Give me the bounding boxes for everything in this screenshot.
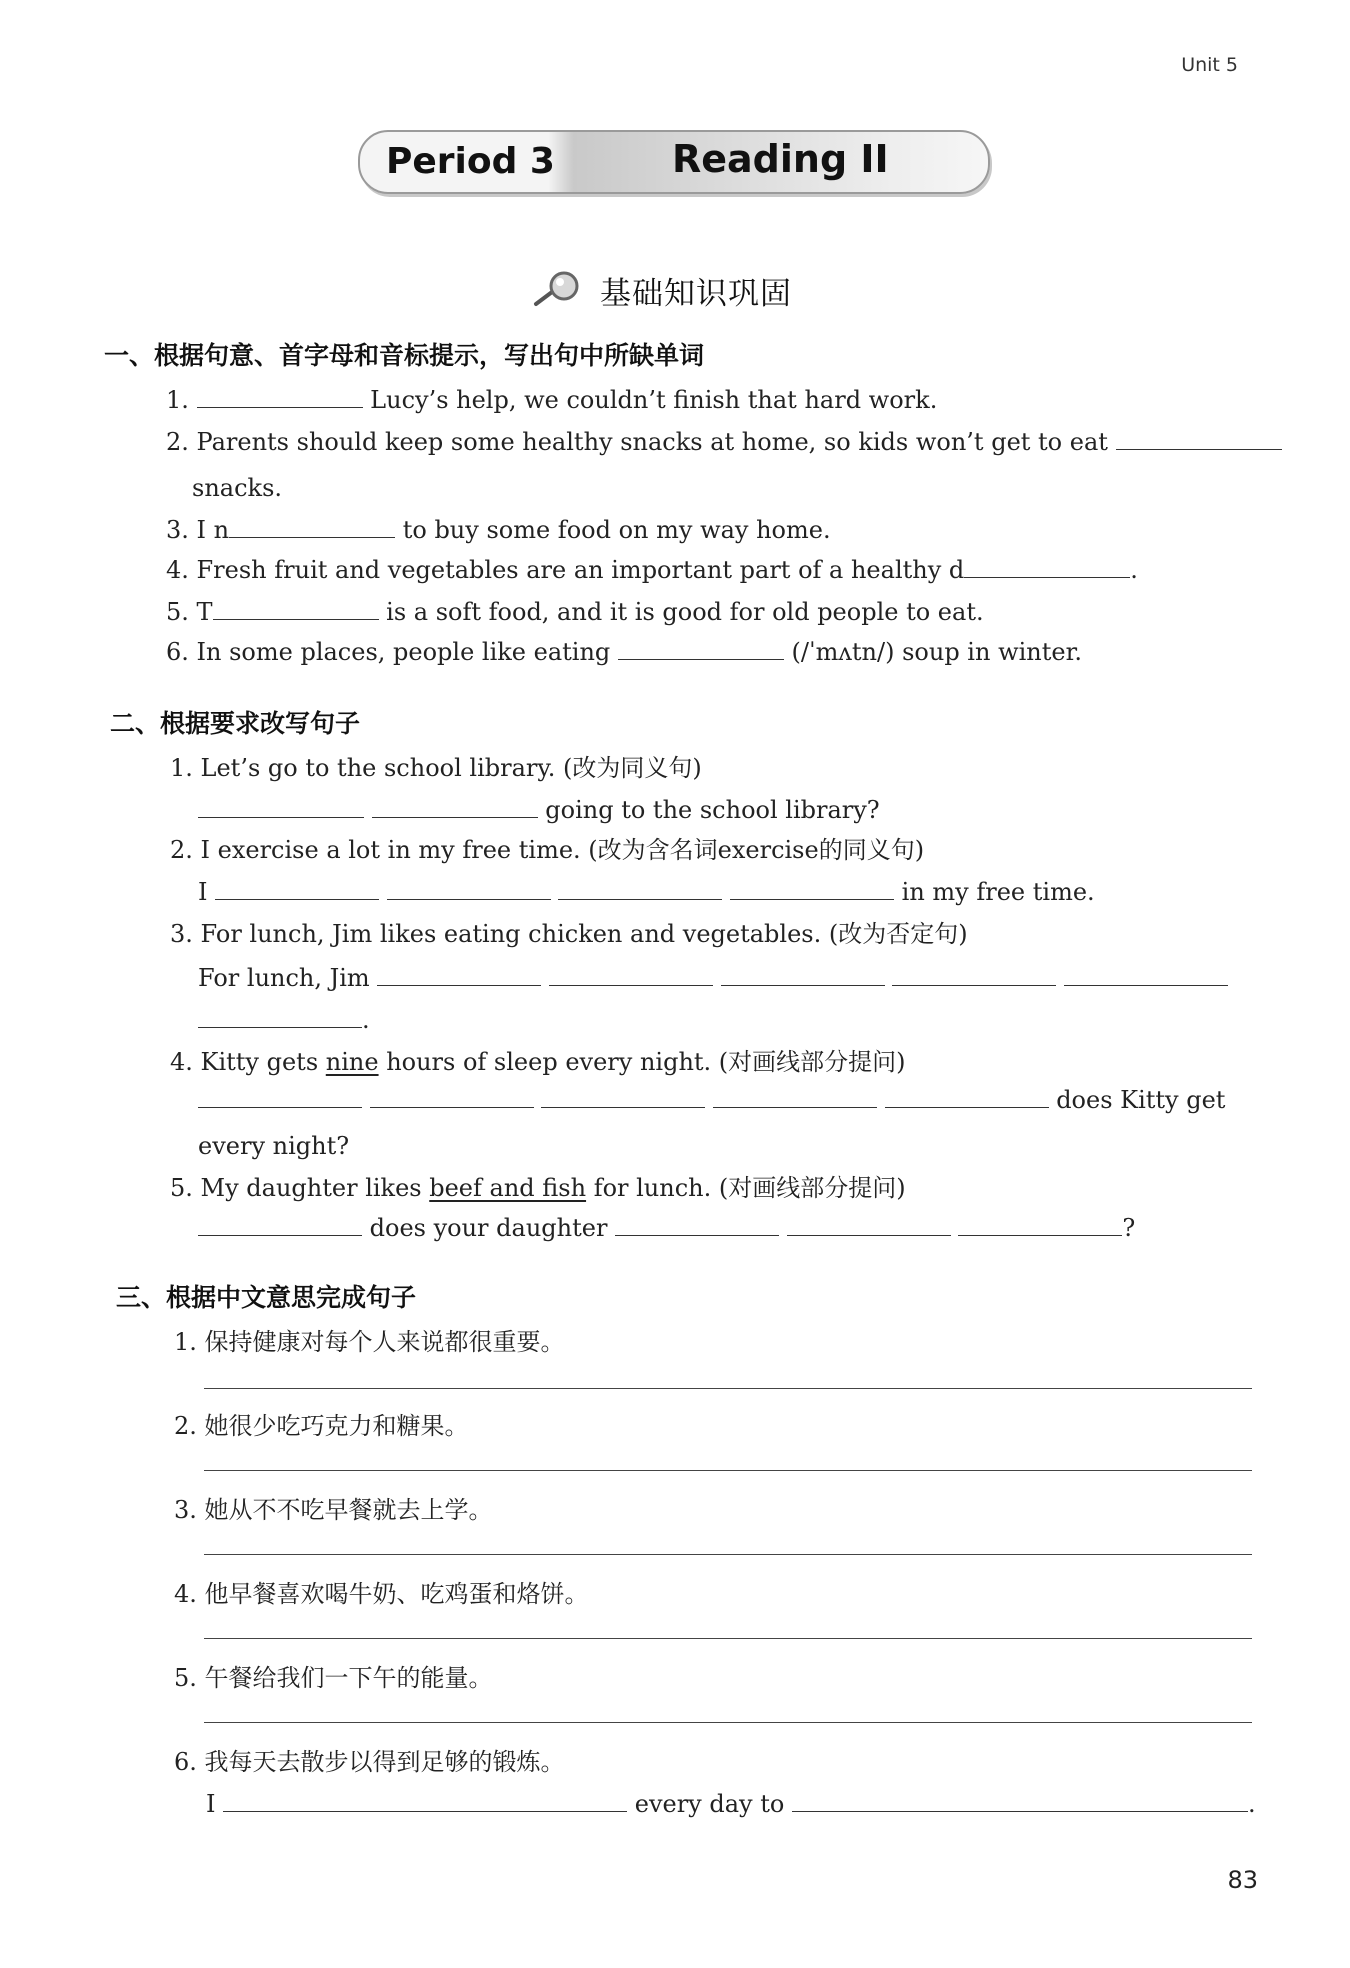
answer-blank[interactable]	[198, 1213, 362, 1236]
answer-blank[interactable]	[370, 1085, 534, 1108]
answer-blank[interactable]	[558, 877, 722, 900]
answer-line[interactable]	[204, 1638, 1252, 1639]
part2-item-3-answer: For lunch, Jim	[198, 962, 1228, 994]
answer-blank[interactable]	[787, 1213, 951, 1236]
answer-blank[interactable]	[198, 795, 364, 818]
answer-line[interactable]	[204, 1388, 1252, 1389]
part2-item-1-answer: going to the school library?	[198, 794, 880, 826]
part2-item-5-question: 5. My daughter likes beef and fish for lunch. (对画线部分提问)	[170, 1174, 906, 1202]
part1-item-1: 1. Lucy’s help, we couldn’t finish that hard work.	[166, 386, 938, 414]
answer-blank[interactable]	[892, 963, 1056, 986]
part1-item-3: 3. I n to buy some food on my way home.	[166, 516, 831, 544]
part2-item-4-answer-cont: every night?	[198, 1132, 350, 1160]
part2-item-2-answer: I in my free time.	[198, 878, 1095, 906]
answer-blank[interactable]	[229, 515, 395, 538]
answer-blank[interactable]	[615, 1213, 779, 1236]
part3-item-5: 5. 午餐给我们一下午的能量。	[174, 1664, 493, 1692]
part3-title: 三、根据中文意思完成句子	[116, 1283, 417, 1312]
answer-blank[interactable]	[885, 1085, 1049, 1108]
section-heading	[532, 268, 792, 312]
part3-item-1: 1. 保持健康对每个人来说都很重要。	[174, 1328, 565, 1356]
answer-blank[interactable]	[372, 795, 538, 818]
part3-item-3: 3. 她从不不吃早餐就去上学。	[174, 1496, 493, 1524]
answer-blank[interactable]	[549, 963, 713, 986]
part2-item-1-question: 1. Let’s go to the school library. (改为同义句)	[170, 754, 702, 782]
part3-item-4: 4. 他早餐喜欢喝牛奶、吃鸡蛋和烙饼。	[174, 1580, 589, 1608]
part2-item-2-question: 2. I exercise a lot in my free time. (改为含名词exercise的同义句)	[170, 836, 925, 864]
part1-item-2: 2. Parents should keep some healthy snacks at home, so kids won’t get to eat	[166, 426, 1282, 458]
answer-blank[interactable]	[721, 963, 885, 986]
unit-label: Unit 5	[1181, 54, 1238, 76]
answer-blank[interactable]	[958, 1213, 1122, 1236]
part2-item-3-question: 3. For lunch, Jim likes eating chicken and vegetables. (改为否定句)	[170, 920, 968, 948]
part1-title: 一、根据句意、首字母和音标提示，写出句中所缺单词	[104, 341, 705, 370]
answer-blank[interactable]	[377, 963, 541, 986]
answer-blank[interactable]	[198, 1005, 362, 1028]
part1-item-4: 4. Fresh fruit and vegetables are an important part of a healthy d .	[166, 556, 1138, 584]
part2-item-3-answer-cont: .	[198, 1004, 370, 1036]
answer-line[interactable]	[204, 1554, 1252, 1555]
part2-item-4-question: 4. Kitty gets nine hours of sleep every night. (对画线部分提问)	[170, 1048, 906, 1076]
answer-blank[interactable]	[1064, 963, 1228, 986]
answer-blank[interactable]	[618, 637, 784, 660]
underlined-part: beef and fish	[429, 1174, 587, 1202]
magnifier-icon	[532, 270, 584, 310]
lesson-title: Reading II	[672, 137, 889, 181]
part1-item-2-cont: snacks.	[192, 474, 283, 502]
answer-blank[interactable]	[197, 385, 363, 408]
part1-item-6: 6. In some places, people like eating (/ˈmʌtn/) soup in winter.	[166, 638, 1083, 666]
part3-item-6-answer: I every day to .	[206, 1790, 1256, 1818]
answer-line[interactable]	[204, 1470, 1252, 1471]
part1-item-5: 5. T is a soft food, and it is good for old people to eat.	[166, 598, 984, 626]
answer-blank[interactable]	[792, 1789, 1248, 1812]
answer-line[interactable]	[204, 1722, 1252, 1723]
answer-blank[interactable]	[387, 877, 551, 900]
answer-blank[interactable]	[215, 877, 379, 900]
answer-blank[interactable]	[213, 597, 379, 620]
answer-blank[interactable]	[541, 1085, 705, 1108]
answer-blank[interactable]	[1116, 427, 1282, 450]
part2-item-4-answer: does Kitty get	[198, 1084, 1225, 1116]
answer-blank[interactable]	[198, 1085, 362, 1108]
page-number: 83	[1227, 1866, 1258, 1894]
answer-blank[interactable]	[223, 1789, 627, 1812]
period-label: Period 3	[386, 141, 555, 182]
answer-blank[interactable]	[713, 1085, 877, 1108]
part3-item-2: 2. 她很少吃巧克力和糖果。	[174, 1412, 469, 1440]
section-heading-text: 基础知识巩固	[600, 275, 792, 312]
answer-blank[interactable]	[964, 555, 1130, 578]
part3-item-6: 6. 我每天去散步以得到足够的锻炼。	[174, 1748, 565, 1776]
part2-item-5-answer: does your daughter ?	[198, 1212, 1135, 1244]
underlined-part: nine	[325, 1048, 379, 1076]
part2-title: 二、根据要求改写句子	[110, 709, 361, 738]
answer-blank[interactable]	[730, 877, 894, 900]
period-banner	[358, 130, 990, 194]
